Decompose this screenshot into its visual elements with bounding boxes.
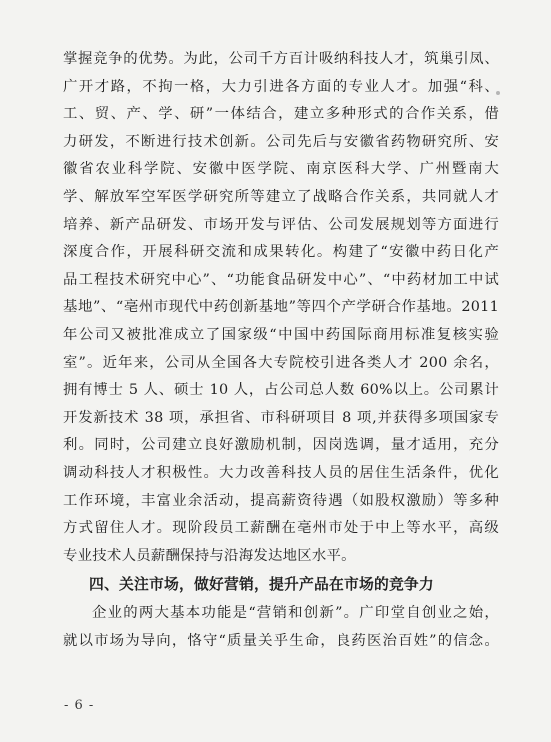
section-heading: 四、关注市场，做好营销，提升产品在市场的竞争力 [89, 576, 434, 594]
body-line-16: 调动科技人才积极性。大力改善科技人员的居住生活条件，优化 [63, 464, 499, 481]
body-line-13: 拥有博士 5 人、硕士 10 人，占公司总人数 60%以上。公司累计 [63, 382, 499, 399]
body-line-5: 徽省农业科学院、安徽中医学院、南京医科大学、广州暨南大 [63, 161, 499, 178]
body-line-1: 掌握竞争的优势。为此，公司千方百计吸纳科技人才，筑巢引凤、 [63, 51, 499, 67]
body-line-17: 工作环境，丰富业余活动，提高薪资待遇（如股权激励）等多种 [63, 492, 499, 509]
body-line-3: 工、贸、产、学、研”一体结合，建立多种形式的合作关系，借 [63, 106, 499, 123]
body-line-19: 专业技术人员薪酬保持与沿海发达地区水平。 [63, 547, 356, 564]
body-line-6: 学、解放军空军医学研究所等建立了战略合作关系，共同就人才 [63, 188, 499, 205]
body-line-15: 利。同时，公司建立良好激励机制，因岗选调，量才适用，充分 [63, 437, 499, 454]
body-line-14: 开发新技术 38 项，承担省、市科研项目 8 项,并获得多项国家专 [63, 409, 499, 426]
body-line-2: 广开才路，不拘一格，大力引进各方面的专业人才。加强“科、 [63, 78, 499, 95]
body-line-11: 年公司又被批准成立了国家级“中国中药国际商用标准复核实验 [63, 326, 499, 343]
page-number: - 6 - [64, 698, 95, 713]
document-content [63, 46, 499, 655]
body-line-9: 品工程技术研究中心”、“功能食品研发中心”、“中药材加工中试 [63, 271, 499, 288]
section-line-2: 就以市场为导向，恪守“质量关乎生命，良药医治百姓”的信念。 [63, 632, 499, 649]
body-line-4: 力研发，不断进行技术创新。公司先后与安徽省药物研究所、安 [63, 133, 499, 150]
body-line-18: 方式留住人才。现阶段员工薪酬在亳州市处于中上等水平，高级 [63, 520, 499, 537]
section-line-1: 企业的两大基本功能是“营销和创新”。广印堂自创业之始， [92, 605, 499, 622]
body-line-10: 基地”、“亳州市现代中药创新基地”等四个产学研合作基地。2011 [63, 299, 499, 316]
body-line-8: 深度合作，开展科研交流和成果转化。构建了“安徽中药日化产 [63, 244, 499, 261]
body-line-12: 室”。近年来，公司从全国各大专院校引进各类人才 200 余名， [63, 354, 499, 371]
body-line-7: 培养、新产品研发、市场开发与评估、公司发展规划等方面进行 [63, 216, 499, 233]
